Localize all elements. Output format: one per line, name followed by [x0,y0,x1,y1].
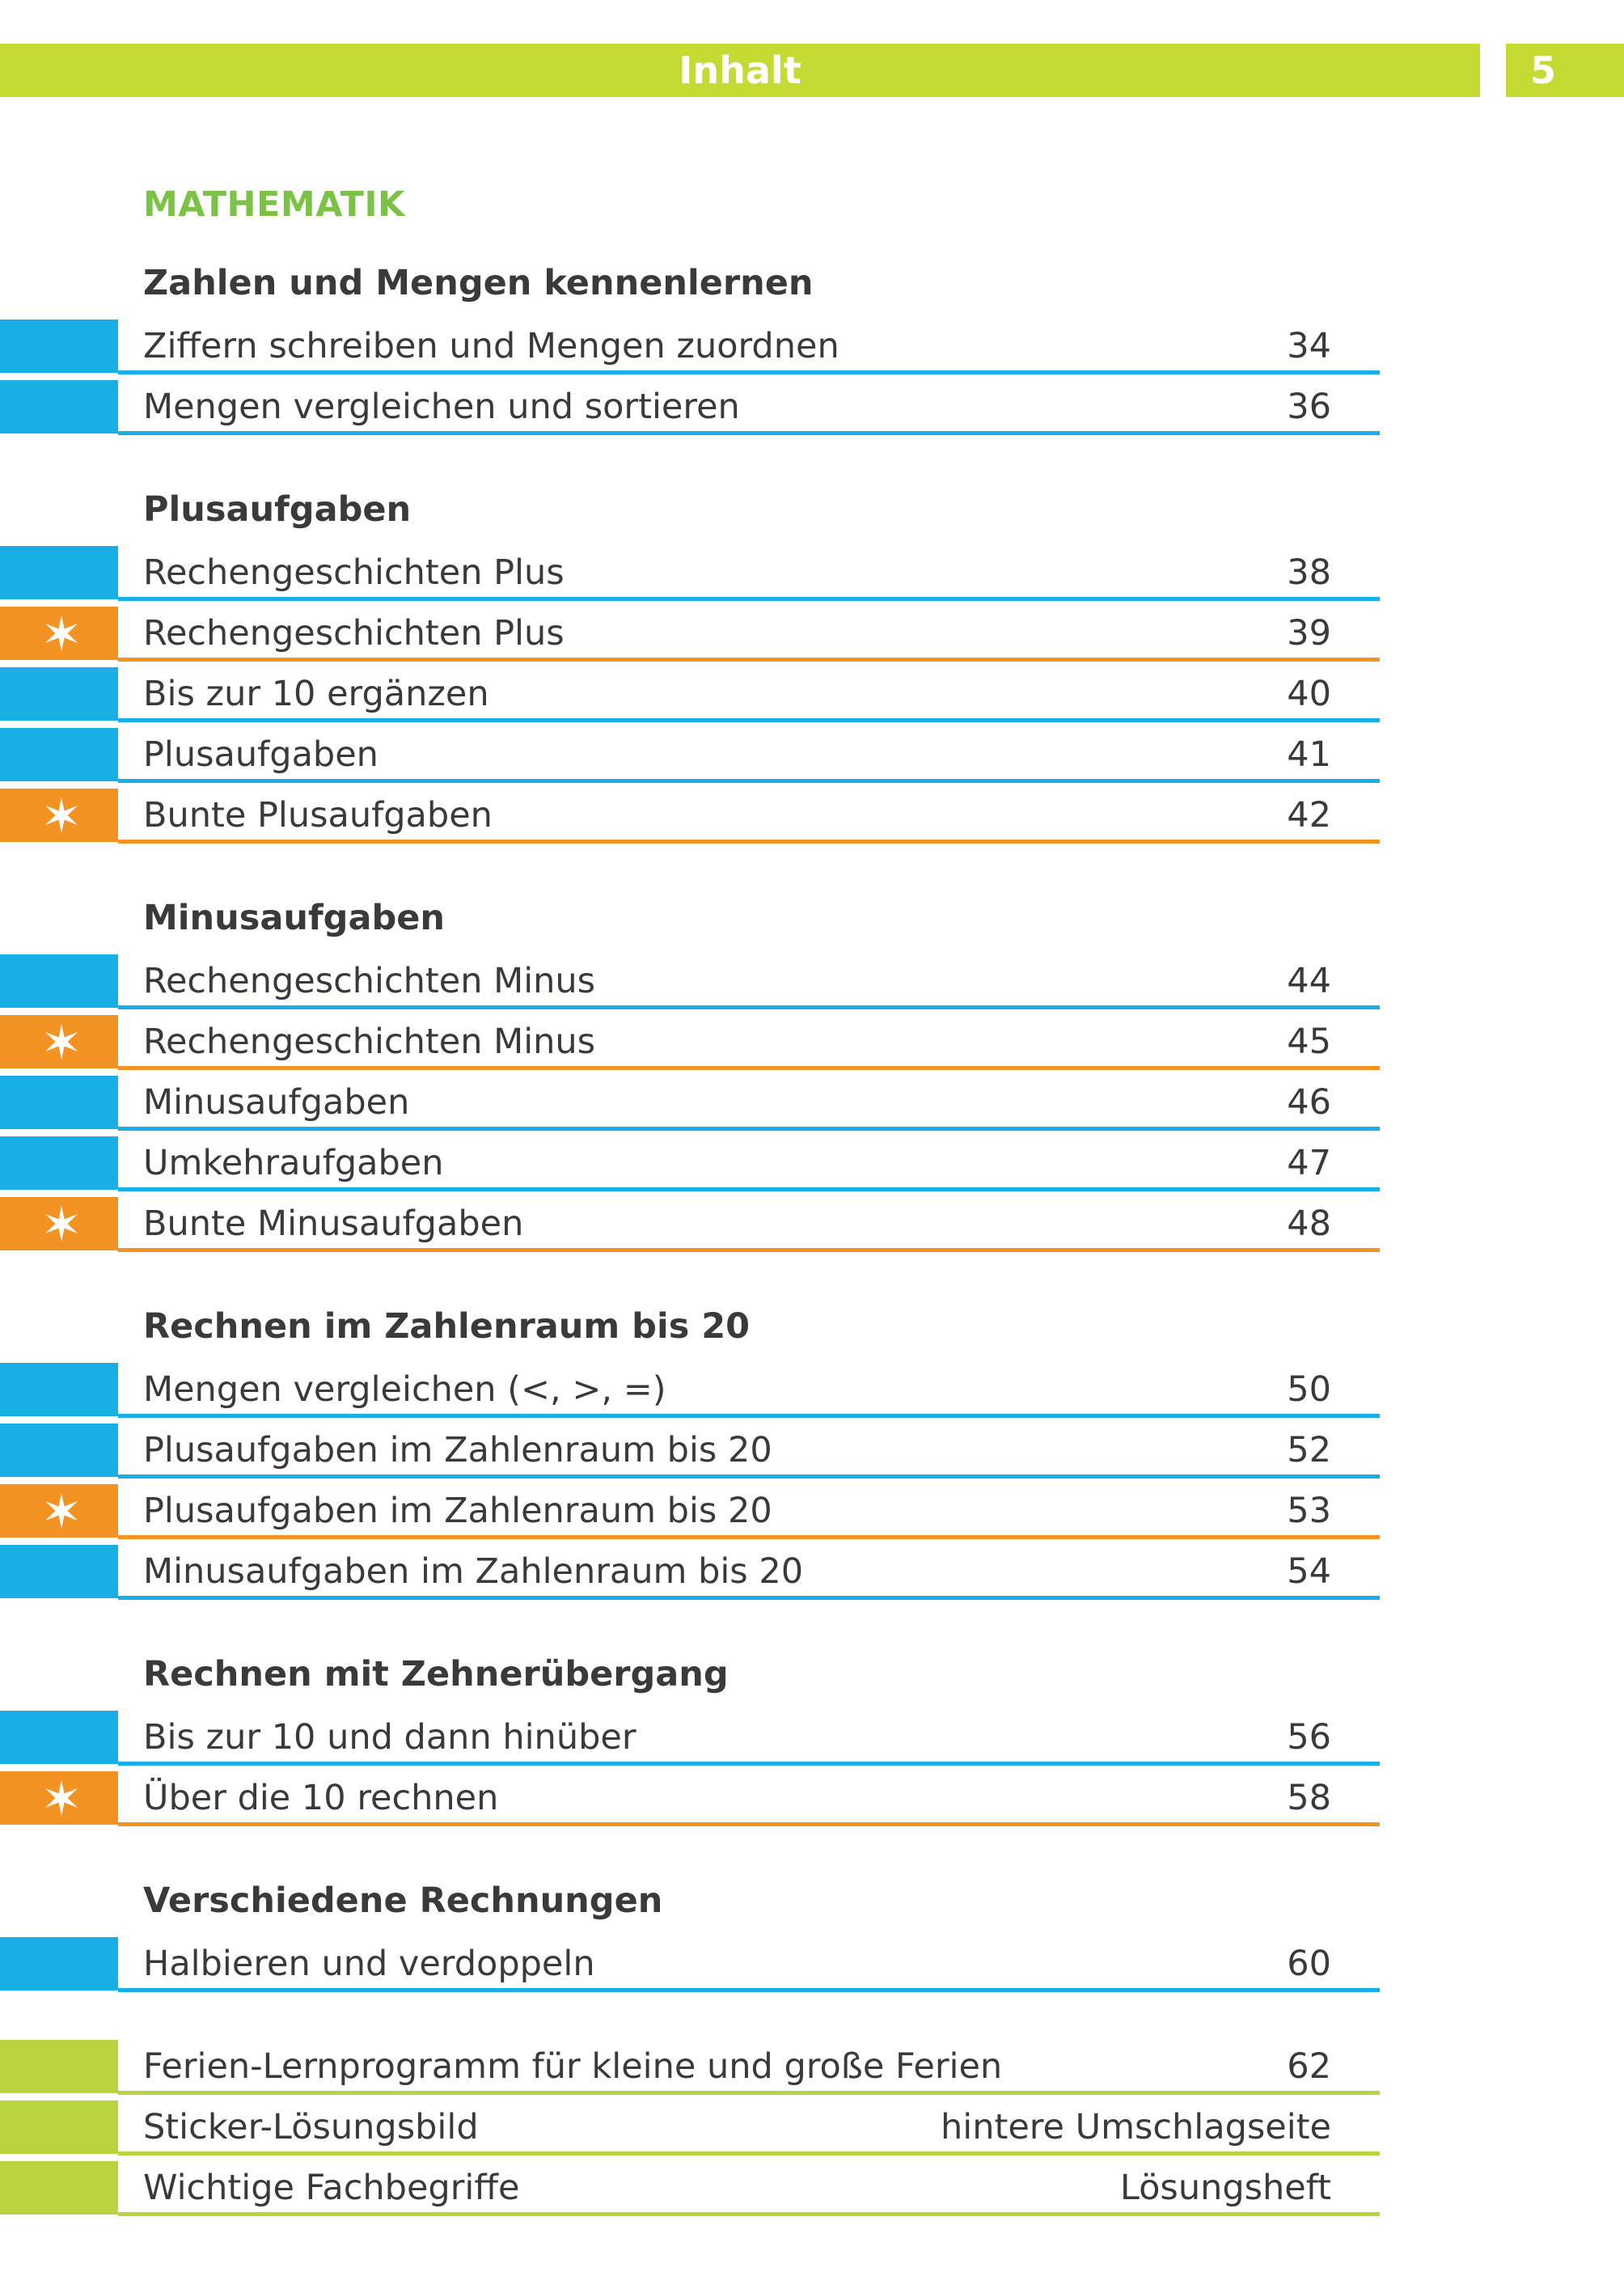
toc-entry[interactable] [0,1937,1380,1992]
star-marker [0,607,118,660]
entry-page-number: 54 [1287,1551,1331,1592]
entry-page-number: 47 [1287,1143,1331,1183]
toc-entry[interactable] [0,954,1380,1009]
entry-page-number: 58 [1287,1778,1331,1818]
star-marker [0,1484,118,1538]
star-marker [0,1771,118,1825]
toc-entry[interactable] [0,1076,1380,1131]
page-title: Inhalt [679,49,801,92]
star-marker [0,1197,118,1250]
entry-page-number: 53 [1287,1491,1331,1531]
color-marker [0,728,118,781]
toc-entry[interactable] [0,2161,1380,2216]
star-marker [0,1015,118,1068]
entry-page-number: 41 [1287,734,1331,775]
entry-page-number: 38 [1287,552,1331,593]
color-marker [0,2101,118,2154]
color-marker [0,1937,118,1991]
entry-page-number: 52 [1287,1430,1331,1470]
entry-label: Ferien-Lernprogramm für kleine und große Ferien [143,2046,1003,2087]
toc-entry[interactable] [0,319,1380,374]
entry-label: Über die 10 rechnen [143,1778,499,1818]
entry-label: Rechengeschichten Plus [143,552,565,593]
star-icon [43,797,80,834]
toc-entry[interactable] [0,1424,1380,1479]
entry-page-number: 48 [1287,1204,1331,1244]
entry-label: Rechengeschichten Plus [143,613,565,654]
toc-entry[interactable] [0,789,1380,844]
color-marker [0,1711,118,1764]
section-title: Rechnen im Zahlenraum bis 20 [143,1306,751,1347]
entry-page-number: 50 [1287,1369,1331,1410]
section-title: Rechnen mit Zehnerübergang [143,1654,729,1694]
toc-entry[interactable] [0,607,1380,662]
star-icon [43,615,80,652]
entry-page-number: 36 [1287,387,1331,427]
color-marker [0,2161,118,2215]
color-marker [0,1363,118,1416]
subject-heading: MATHEMATIK [143,184,405,225]
entry-page-number: 39 [1287,613,1331,654]
toc-entry[interactable] [0,1197,1380,1252]
color-marker [0,380,118,434]
entry-label: Bis zur 10 und dann hinüber [143,1717,636,1758]
entry-label: Ziffern schreiben und Mengen zuordnen [143,326,839,366]
page-number-badge: 5 [1506,44,1624,97]
entry-page-number: 44 [1287,961,1331,1001]
entry-label: Plusaufgaben [143,734,379,775]
entry-label: Bis zur 10 ergänzen [143,674,489,714]
entry-label: Umkehraufgaben [143,1143,444,1183]
star-icon [43,1779,80,1817]
toc-entry[interactable] [0,546,1380,601]
color-marker [0,2040,118,2093]
entry-page-number: hintere Umschlagseite [941,2107,1331,2147]
star-icon [43,1023,80,1060]
star-icon [43,1492,80,1529]
entry-label: Wichtige Fachbegriffe [143,2168,520,2208]
entry-label: Bunte Minusaufgaben [143,1204,524,1244]
entry-label: Plusaufgaben im Zahlenraum bis 20 [143,1430,772,1470]
entry-page-number: 60 [1287,1944,1331,1984]
entry-label: Sticker-Lösungsbild [143,2107,479,2147]
toc-entry[interactable] [0,1363,1380,1418]
color-marker [0,1136,118,1190]
color-marker [0,319,118,373]
section-title: Verschiedene Rechnungen [143,1881,663,1921]
color-marker [0,667,118,721]
star-icon [43,1205,80,1242]
toc-entry[interactable] [0,380,1380,435]
color-marker [0,954,118,1008]
entry-page-number: 45 [1287,1022,1331,1062]
toc-entry[interactable] [0,1711,1380,1766]
section-title: Minusaufgaben [143,898,446,938]
entry-page-number: 34 [1287,326,1331,366]
entry-label: Rechengeschichten Minus [143,1022,596,1062]
color-marker [0,1545,118,1598]
section-title: Plusaufgaben [143,489,412,530]
star-marker [0,789,118,842]
toc-entry[interactable] [0,1545,1380,1600]
entry-label: Plusaufgaben im Zahlenraum bis 20 [143,1491,772,1531]
color-marker [0,1424,118,1477]
toc-entry[interactable] [0,2040,1380,2095]
toc-entry[interactable] [0,1136,1380,1191]
section-title: Zahlen und Mengen kennenlernen [143,263,814,303]
toc-entry[interactable] [0,2101,1380,2156]
color-marker [0,1076,118,1129]
entry-page-number: 56 [1287,1717,1331,1758]
entry-page-number: 46 [1287,1082,1331,1123]
entry-page-number: 42 [1287,795,1331,836]
toc-entry[interactable] [0,1015,1380,1070]
entry-page-number: 40 [1287,674,1331,714]
toc-entry[interactable] [0,1484,1380,1539]
entry-page-number: 62 [1287,2046,1331,2087]
color-marker [0,546,118,599]
header-bar [0,44,1480,97]
toc-entry[interactable] [0,1771,1380,1826]
entry-label: Bunte Plusaufgaben [143,795,493,836]
entry-label: Minusaufgaben [143,1082,410,1123]
entry-page-number: Lösungsheft [1119,2168,1331,2208]
entry-label: Minusaufgaben im Zahlenraum bis 20 [143,1551,804,1592]
entry-label: Mengen vergleichen und sortieren [143,387,740,427]
toc-entry[interactable] [0,667,1380,722]
entry-label: Rechengeschichten Minus [143,961,596,1001]
entry-label: Halbieren und verdoppeln [143,1944,595,1984]
toc-entry[interactable] [0,728,1380,783]
entry-label: Mengen vergleichen (<, >, =) [143,1369,666,1410]
